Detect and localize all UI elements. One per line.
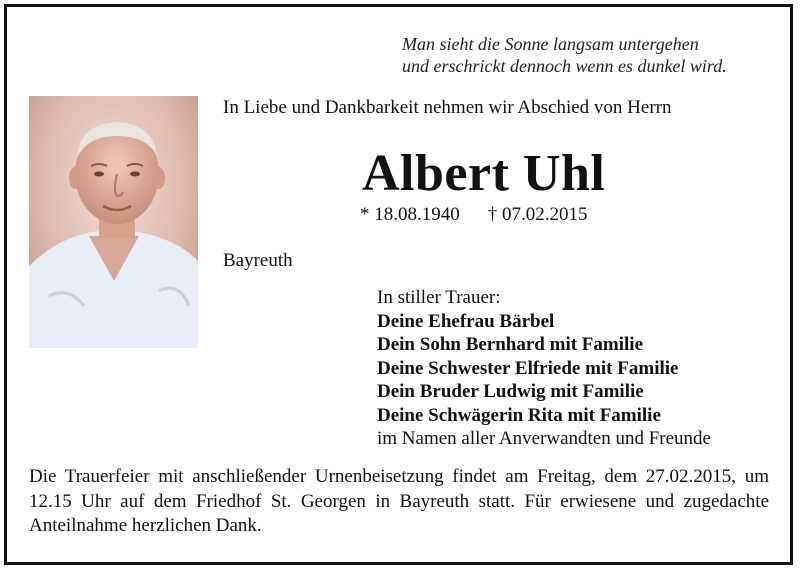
mourner-line: Deine Schwester Elfriede mit Familie: [377, 357, 679, 379]
birth-date: * 18.08.1940: [360, 204, 460, 225]
mourners-block: [377, 286, 711, 451]
poem-line: und erschrickt dennoch wenn es dunkel wird.: [402, 56, 727, 76]
mourner-line: Deine Ehefrau Bärbel: [377, 310, 555, 332]
mourner-line: Dein Bruder Ludwig mit Familie: [377, 381, 644, 402]
deceased-name: Albert Uhl: [362, 145, 606, 202]
life-dates: [360, 203, 588, 227]
poem-line: Man sieht die Sonne langsam untergehen: [402, 34, 699, 54]
mourners-closing: im Namen aller Anverwandten und Freunde: [377, 428, 711, 449]
city-text: Bayreuth: [223, 250, 293, 271]
portrait-photo: [29, 96, 198, 348]
poem-quote: [402, 33, 727, 77]
portrait-image: [29, 96, 198, 348]
funeral-notice: Die Trauerfeier mit anschließender Urnenbeisetzung findet am Freitag, dem 27.02.2015, um 12.15 Uhr auf dem Friedhof St. Georgen in Bayreuth statt. Für erwiesene und zugedachte Anteilnahme herzlichen Dank.: [29, 466, 769, 536]
mourner-line: Dein Sohn Bernhard mit Familie: [377, 334, 644, 355]
intro-text: In Liebe und Dankbarkeit nehmen wir Abschied von Herrn: [223, 97, 672, 118]
mourner-line: Deine Schwägerin Rita mit Familie: [377, 404, 661, 426]
mourners-heading: In stiller Trauer:: [377, 287, 501, 308]
death-date: † 07.02.2015: [487, 204, 588, 225]
